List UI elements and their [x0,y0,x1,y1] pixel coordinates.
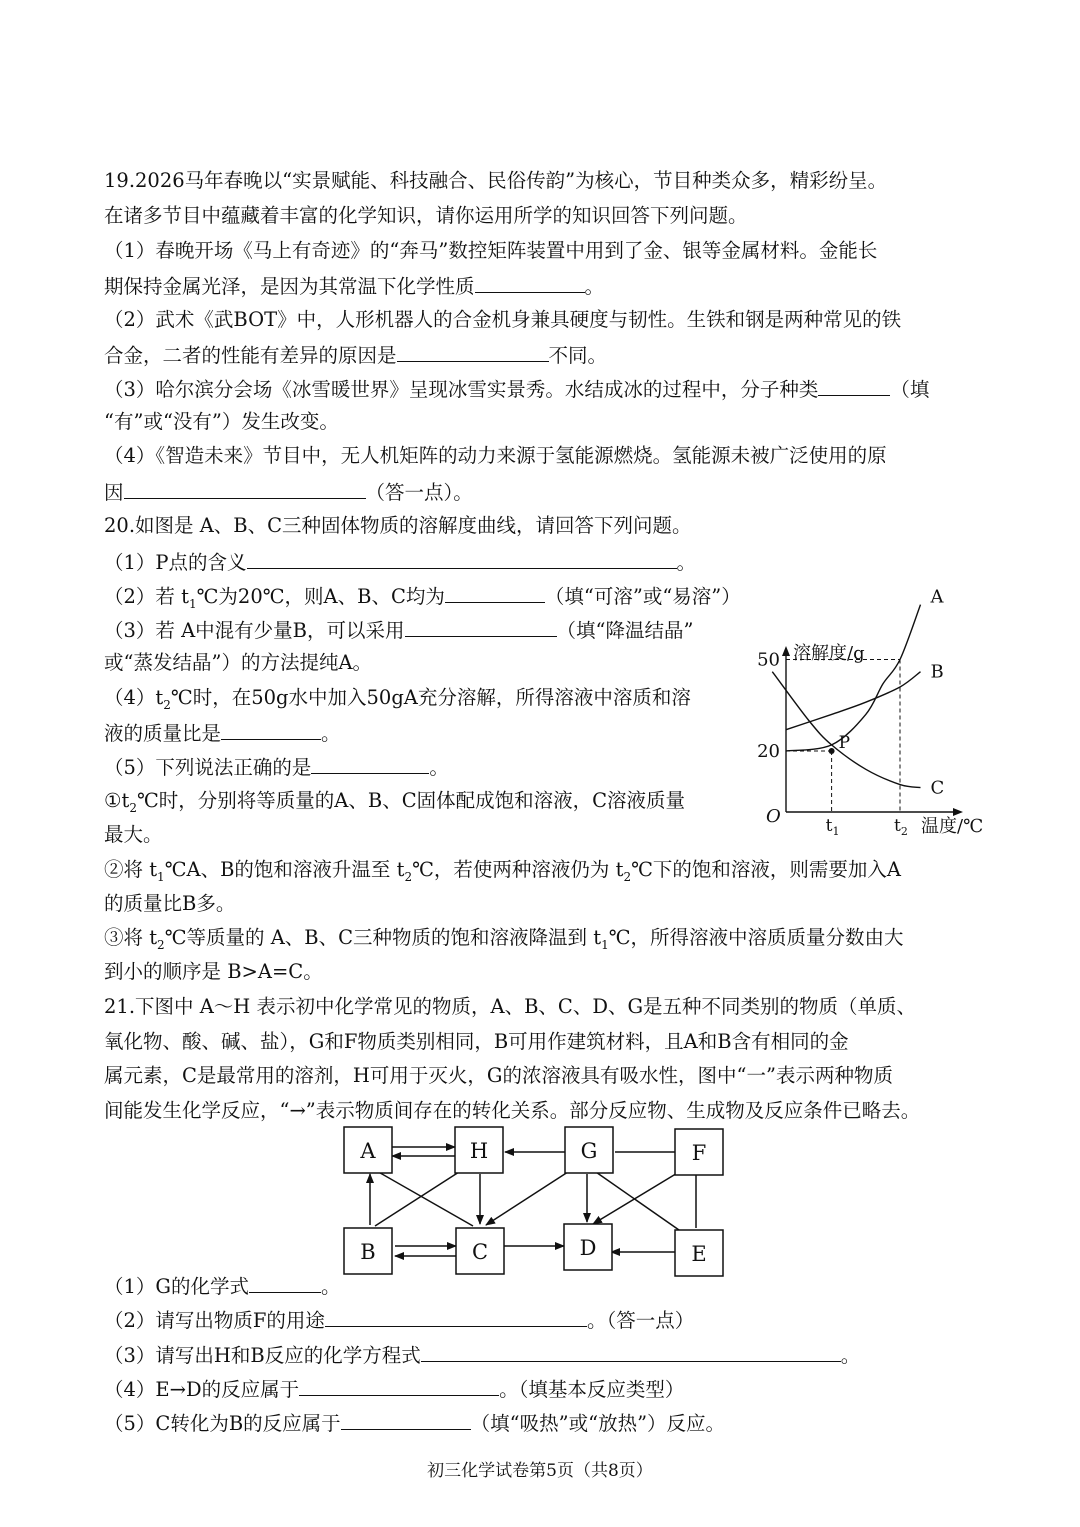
x-tick-t2: $t_2$ [894,816,908,838]
y-axis-arrow [782,646,790,656]
y-axis-label: 溶解度/g [793,643,865,664]
q21-part1-blank[interactable] [249,1270,321,1293]
q19-part2-line2: 合金，二者的性能有差异的原因是 不同。 [104,339,607,371]
node-label-f: F [691,1141,707,1165]
curve-c [772,672,920,788]
q20-part5-blank[interactable] [311,751,429,774]
y-tick-20: 20 [757,741,780,762]
relation-diagram [335,1118,735,1278]
series-label-b: B [930,661,944,683]
node-label-e: E [691,1242,707,1266]
q20-part1-blank[interactable] [247,546,677,569]
q21-part1: （1）G的化学式 。 [104,1270,341,1302]
curve-a [786,605,921,751]
q20-option1-line2: 最大。 [104,823,163,846]
x-axis-arrow [953,808,963,816]
y-tick-50: 50 [757,649,780,671]
q20-stem: 20.如图是 A、B、C三种固体物质的溶解度曲线，请回答下列问题。 [104,514,692,537]
q21-part3: （3）请写出H和B反应的化学方程式 。 [104,1339,860,1371]
q20-option3-line2: 到小的顺序是 B>A=C。 [104,960,323,983]
q21-part2-blank[interactable] [325,1304,587,1327]
q19-part4-line1: （4）《智造未来》节目中，无人机矩阵的动力来源于氢能源燃烧。氢能源未被广泛使用的原 [104,444,887,467]
q19-part3-line2: “有”或“没有”）发生改变。 [104,410,339,433]
q21-part5-blank[interactable] [341,1407,471,1430]
curve-b [786,672,921,730]
q19-part1-line2: 期保持金属光泽，是因为其常温下化学性质 。 [104,270,604,302]
q21-stem-line4: 间能发生化学反应，“→”表示物质间存在的转化关系。部分反应物、生成物及反应条件已略去。 [104,1099,921,1122]
q19-part4-line2: 因 （答一点）。 [104,476,473,508]
origin-label: O [766,806,781,827]
x-axis-label: 温度/℃ [921,816,984,837]
q19-part1-line1: （1）春晚开场《马上有奇迹》的“奔马”数控矩阵装置中用到了金、银等金属材料。金能长 [104,239,878,262]
q20-option3-line1: ③将 $t_2℃$等质量的 A、B、C三种物质的饱和溶液降温到 $t_1℃$，所得溶液中溶质质量分数由大 [104,926,904,952]
q19-part2-line1: （2）武术《武BOT》中，人形机器人的合金机身兼具硬度与韧性。生铁和钢是两种常见的铁 [104,308,902,331]
q19-part3-line1: （3）哈尔滨分会场《冰雪暖世界》呈现冰雪实景秀。水结成冰的过程中，分子种类 （填 [104,373,929,405]
q21-stem-line1: 21.下图中 A～H 表示初中化学常见的物质，A、B、C、D、G是五种不同类别的物质（单质、 [104,995,917,1018]
node-label-b: B [360,1240,376,1264]
q20-part4-line2: 液的质量比是 。 [104,717,341,749]
q20-part4-line1: $(4)t_2℃$时，在50g水中加入50gA充分溶解，所得溶液中溶质和溶 [104,686,691,712]
node-label-d: D [579,1236,597,1260]
q20-part4-blank[interactable] [221,717,321,740]
arrow-g-to-c [486,1170,571,1225]
q20-part3-blank[interactable] [405,614,557,637]
q19-stem-line2: 在诸多节目中蕴藏着丰富的化学知识，请你运用所学的知识回答下列问题。 [104,204,748,227]
q19-part2-blank[interactable] [397,339,549,362]
q20-option2-line2: 的质量比B多。 [104,892,236,915]
link-h-b [375,1172,459,1226]
q21-part4-blank[interactable] [299,1373,499,1396]
q21-part3-blank[interactable] [421,1339,841,1362]
q21-stem-line2: 氧化物、酸、碱、盐），G和F物质类别相同，B可用作建筑材料，且A和B含有相同的金 [104,1030,849,1053]
link-a-c [375,1170,473,1226]
q20-option2-line1: ②将 $t_1℃A$、B的饱和溶液升温至 $t_2℃$，若使两种溶液仍为 $t_2℃$下的饱和溶液，则需要加入A [104,858,901,884]
q19-part1-blank[interactable] [475,270,585,293]
series-label-a: A [930,586,944,608]
q20-option1-line1: $①t_2℃$时，分别将等质量的A、B、C固体配成饱和溶液，C溶液质量 [104,789,686,815]
solubility-chart [755,586,1000,842]
q20-part5: （5）下列说法正确的是 。 [104,751,449,783]
q21-part4: （4）E→D的反应属于 。（填基本反应类型） [104,1373,684,1405]
q19-part3-blank[interactable] [818,373,890,396]
x-tick-t1: $t_1$ [825,816,840,838]
node-label-c: C [471,1240,489,1264]
point-p-label: P [838,733,851,753]
node-label-h: H [469,1139,489,1163]
q19-part4-blank[interactable] [124,476,366,499]
series-label-c: C [930,777,945,799]
q19-stem-line1: 19.2026马年春晚以“实景赋能、科技融合、民俗传韵”为核心，节目种类众多，精彩纷呈。 [104,169,888,192]
q21-part5: （5）C转化为B的反应属于 （填“吸热”或“放热”）反应。 [104,1407,725,1439]
point-p-marker [829,748,835,754]
node-label-g: G [580,1139,598,1163]
page-footer: 初三化学试卷第5页（共8页） [427,1461,653,1481]
q20-part3-line2: 或“蒸发结晶”）的方法提纯A。 [104,651,373,674]
q20-part2-blank[interactable] [445,580,545,603]
q20-part3-line1: （3）若 A中混有少量B，可以采用 （填“降温结晶” [104,614,693,646]
q21-part2: （2）请写出物质F的用途 。（答一点） [104,1304,694,1336]
q21-stem-line3: 属元素，C是最常用的溶剂，H可用于灭火，G的浓溶液具有吸水性，图中“一”表示两种物质 [104,1064,893,1087]
q20-part2: （2）若 $t_1℃$为20℃，则A、B、C均为 （填“可溶”或“易溶”） [104,580,741,619]
q20-part1: （1）P点的含义 。 [104,546,696,578]
node-label-a: A [360,1139,376,1163]
